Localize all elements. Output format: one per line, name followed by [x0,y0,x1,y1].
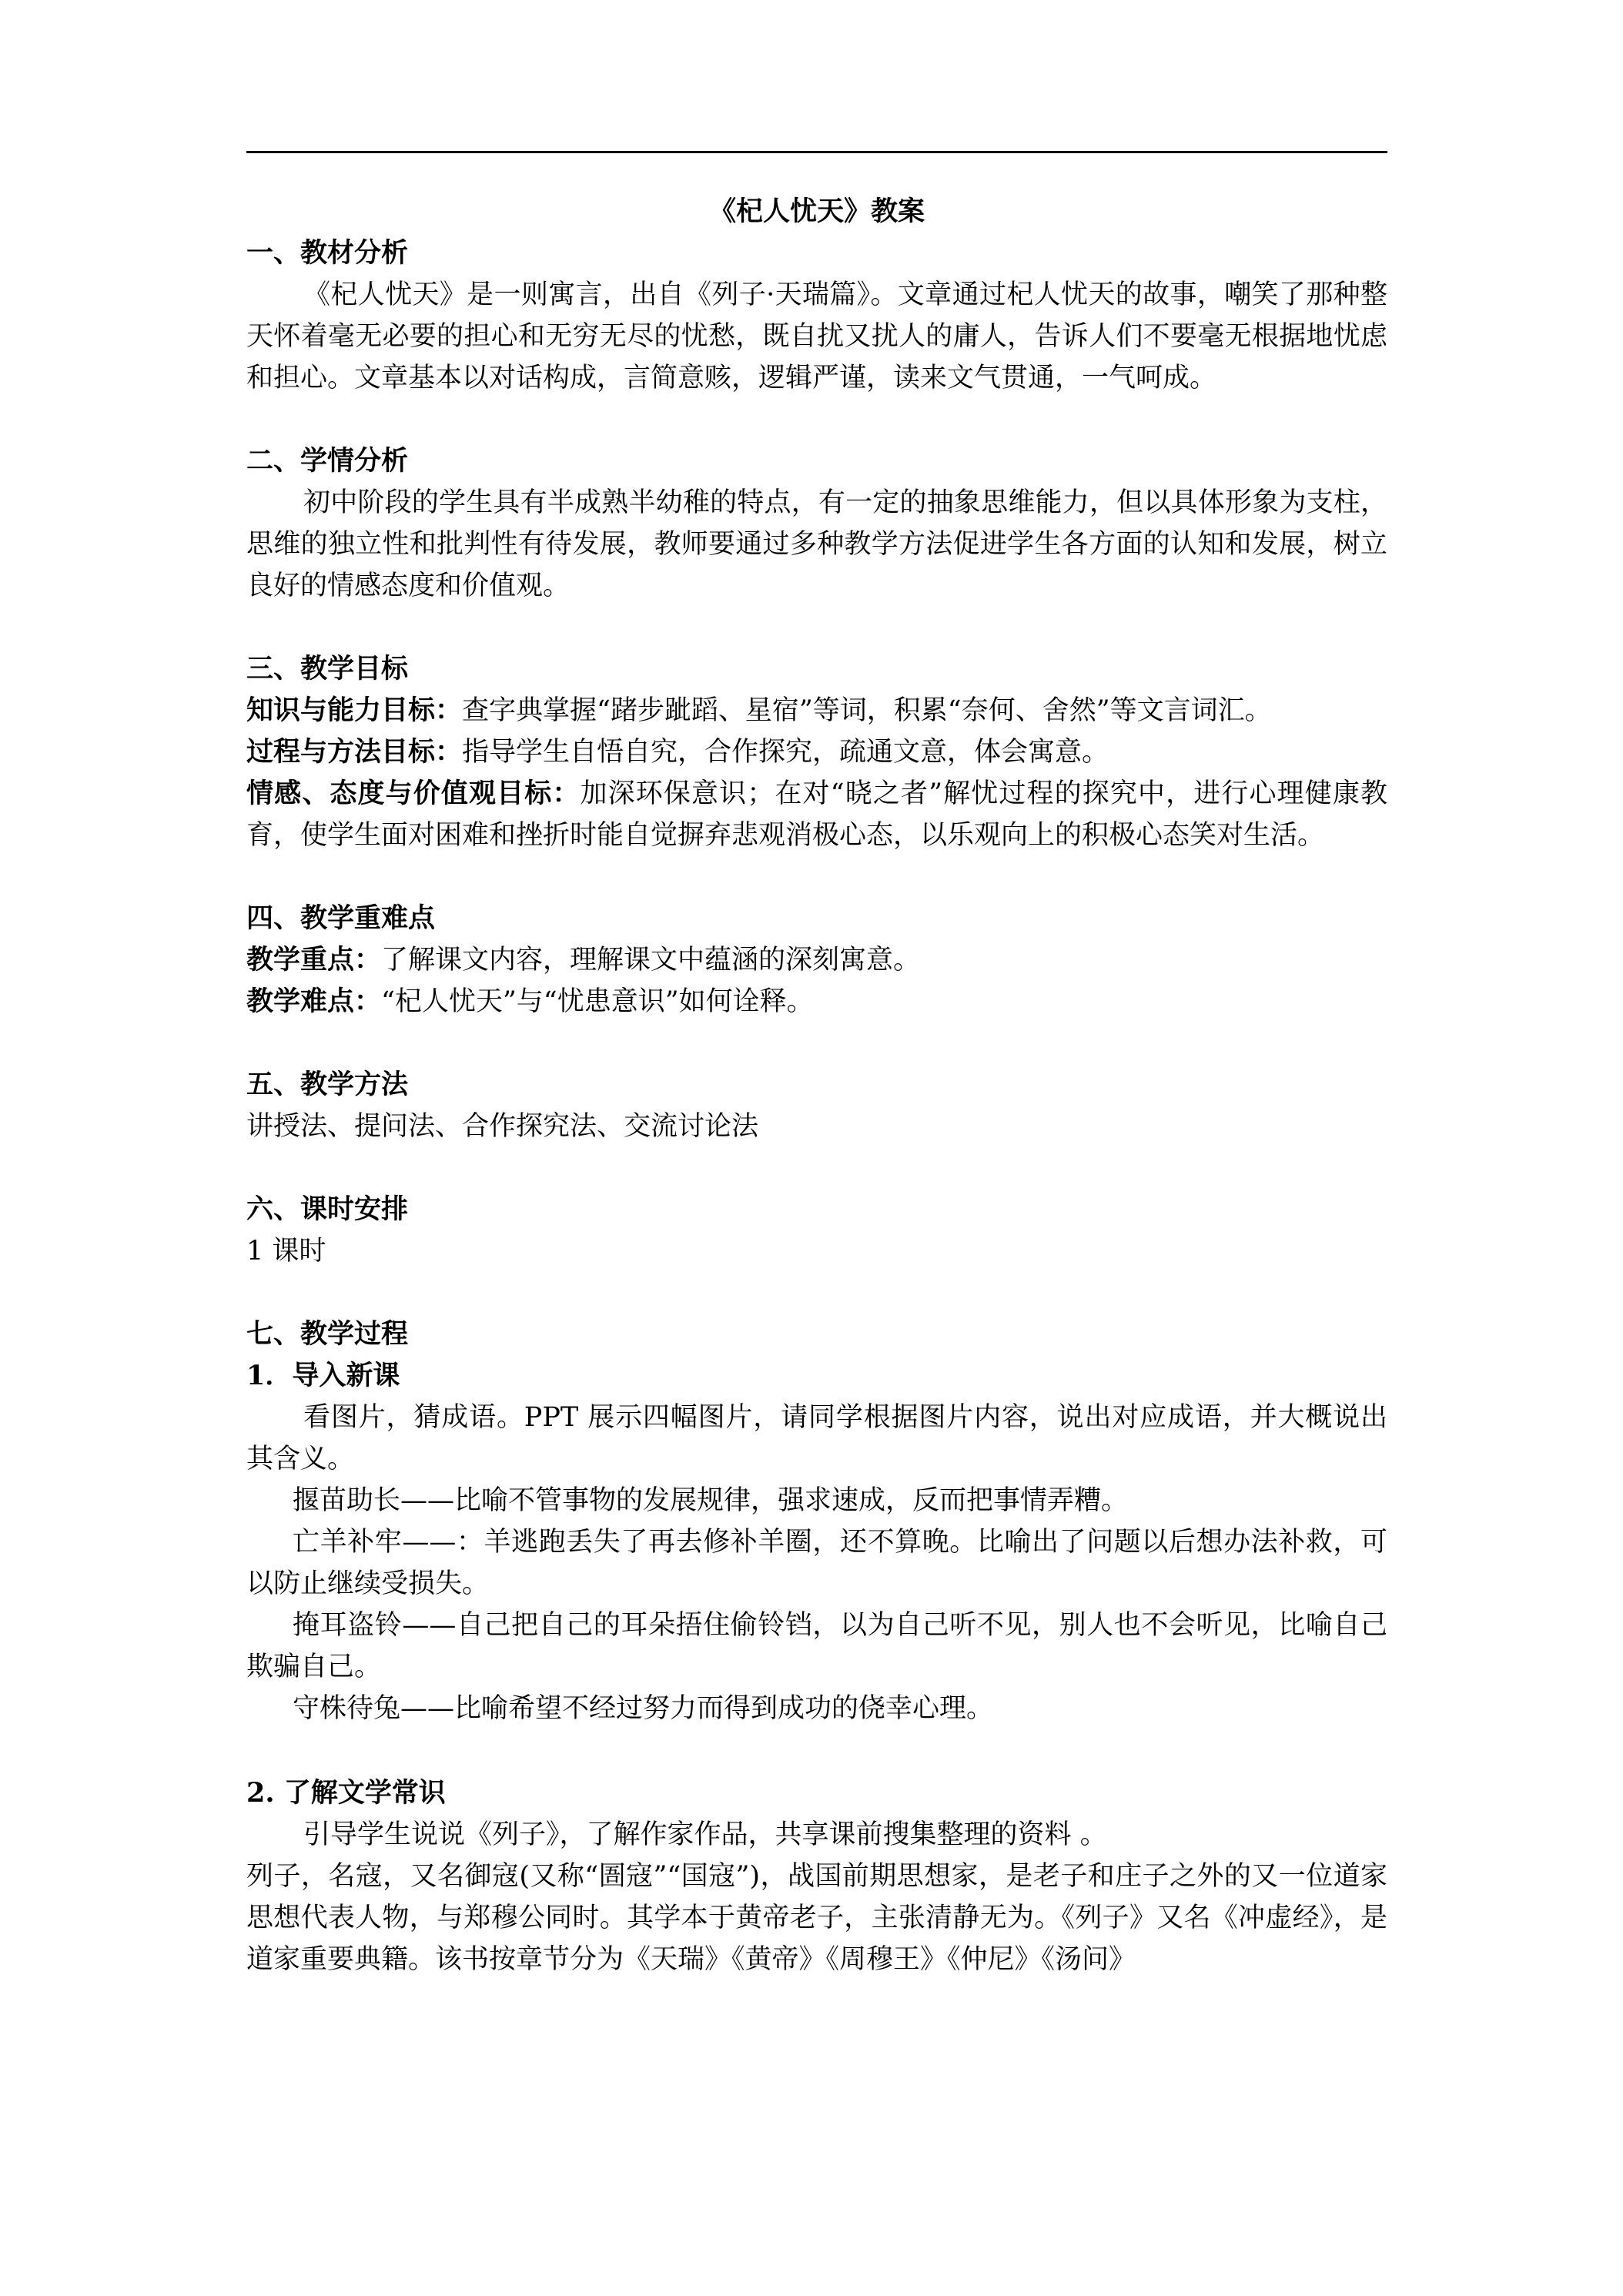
goal-process-label: 过程与方法目标： [246,736,463,768]
section-1-heading: 一、教材分析 [246,237,409,269]
class-hours: 1 课时 [246,1236,326,1267]
document-title: 《杞人忧天》教案 [708,196,925,227]
section-2-heading: 二、学情分析 [246,445,409,477]
step-2-heading: 2. 了解文学常识 [246,1777,446,1809]
document-body [246,191,1387,1980]
goal-knowledge-text: 查字典掌握“踷步跐蹈、星宿”等词，积累“奈何、舍然”等文言词汇。 [462,695,1272,726]
section-3-heading: 三、教学目标 [246,653,409,684]
step-1-intro: 看图片，猜成语。PPT 展示四幅图片，请同学根据图片内容，说出对应成语，并大概说出其含义。 [246,1402,1387,1474]
step-2-intro: 引导学生说说《列子》，了解作家作品，共享课前搜集整理的资料 。 [303,1819,1107,1850]
goal-knowledge-label: 知识与能力目标： [246,694,463,726]
section-4-heading: 四、教学重难点 [246,902,436,934]
teaching-difficulty [246,981,1387,1022]
section-5-heading: 五、教学方法 [246,1069,409,1100]
step-2-paragraph: 列子，名寇，又名御寇(又称“圄寇”“国寇”)，战国前期思想家，是老子和庄子之外的又一位道家思想代表人物，与郑穆公同时。其学本于黄帝老子，主张清静无为。《列子》又名《冲虚经》，是道家重要典籍。该书按章节分为《天瑞》《黄帝》《周穆王》《仲尼》《汤问》 [246,1861,1387,1975]
goal-emotion [246,773,1387,856]
section-1-paragraph: 《杞人忧天》是一则寓言，出自《列子·天瑞篇》。文章通过杞人忧天的故事，嘲笑了那种整天怀着毫无必要的担心和无穷无尽的忧愁，既自扰又扰人的庸人，告诉人们不要毫无根据地忧虑和担心。文章基本以对话构成，言简意赅，逻辑严谨，读来文气贯通，一气呵成。 [246,279,1387,393]
idiom-2: 亡羊补牢——：羊逃跑丢失了再去修补羊圈，还不算晚。比喻出了问题以后想办法补救，可以防止继续受损失。 [246,1527,1387,1599]
section-7-heading: 七、教学过程 [246,1318,409,1350]
goal-process [246,731,1387,773]
teaching-difficulty-text: “杞人忧天”与“忧患意识”如何诠释。 [381,986,814,1017]
idiom-3: 掩耳盗铃——自己把自己的耳朵捂住偷铃铛，以为自己听不见，别人也不会听见，比喻自己欺骗自己。 [246,1610,1387,1682]
goal-process-text: 指导学生自悟自究，合作探究，疏通文意，体会寓意。 [462,737,1109,768]
goal-knowledge [246,690,1387,731]
teaching-key-point [246,939,1387,981]
teaching-key-text: 了解课文内容，理解课文中蕴涵的深刻寓意。 [381,945,921,976]
teaching-difficulty-label: 教学难点： [246,986,382,1017]
goal-emotion-text: 加深环保意识；在对“晓之者”解忧过程的探究中，进行心理健康教育，使学生面对困难和挫折时能自觉摒弃悲观消极心态，以乐观向上的积极心态笑对生活。 [246,778,1387,851]
section-6-heading: 六、课时安排 [246,1193,409,1225]
goal-emotion-label: 情感、态度与价值观目标： [246,778,581,809]
section-2-paragraph: 初中阶段的学生具有半成熟半幼稚的特点，有一定的抽象思维能力，但以具体形象为支柱，思维的独立性和批判性有待发展，教师要通过多种教学方法促进学生各方面的认知和发展，树立良好的情感态度和价值观。 [246,487,1387,601]
teaching-key-label: 教学重点： [246,944,382,976]
idiom-4: 守株待兔——比喻希望不经过努力而得到成功的侥幸心理。 [293,1693,994,1724]
step-1-heading: 1．导入新课 [246,1360,400,1391]
teaching-methods: 讲授法、提问法、合作探究法、交流讨论法 [246,1111,759,1142]
header-rule [246,151,1387,153]
idiom-1: 揠苗助长——比喻不管事物的发展规律，强求速成，反而把事情弄糟。 [293,1485,1129,1516]
